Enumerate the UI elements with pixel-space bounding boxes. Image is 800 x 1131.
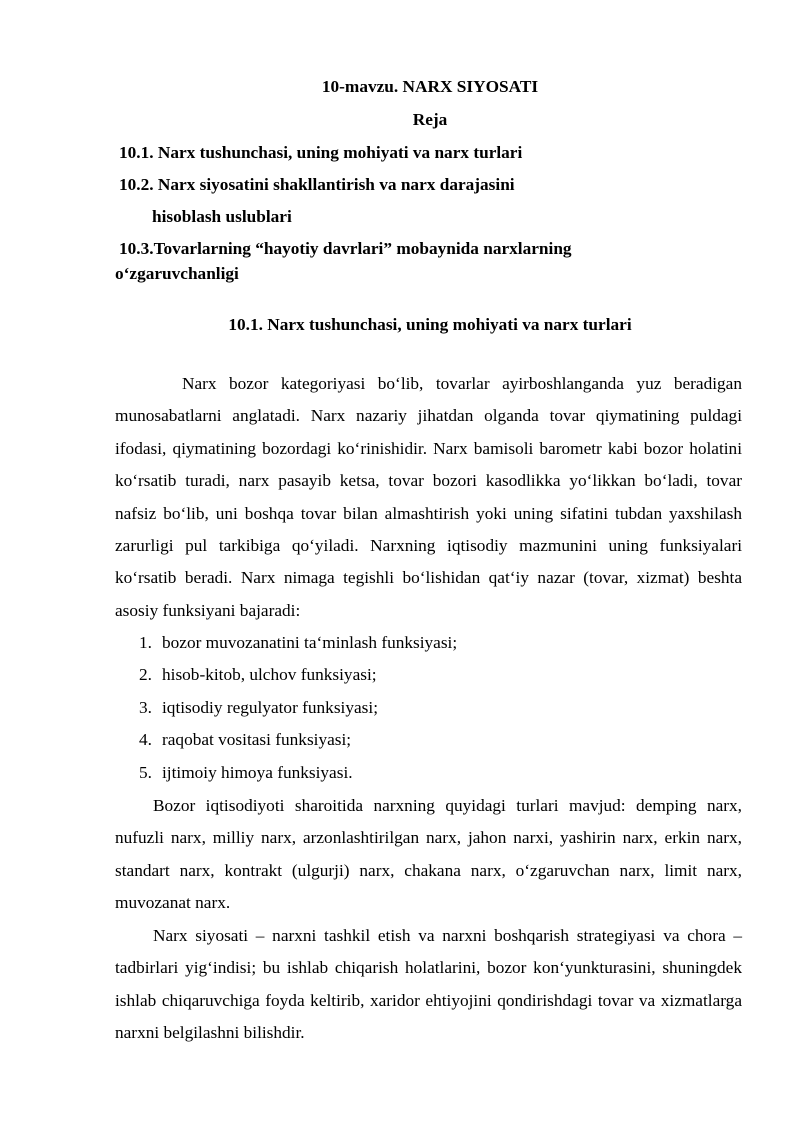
plan-item-10-2-continued: hisoblash uslublari xyxy=(152,207,292,226)
list-item-number: 5. xyxy=(139,762,152,782)
list-item xyxy=(139,724,457,756)
list-item-number: 4. xyxy=(139,730,152,750)
plan-item-10-3: 10.3.Tovarlarning “hayotiy davrlari” mobaynida narxlarning xyxy=(119,239,572,258)
plan-item-10-2: 10.2. Narx siyosatini shakllantirish va narx darajasini xyxy=(119,175,515,194)
list-item xyxy=(139,692,457,724)
list-item-text: hisob-kitob, ulchov funksiyasi; xyxy=(162,665,377,685)
document-title: 10-mavzu. NARX SIYOSATI xyxy=(321,77,539,96)
paragraph-price-types: Bozor iqtisodiyoti sharoitida narxning quyidagi turlari mavjud: demping narx, nufuzli narx, milliy narx, arzonlashtirilgan narx, jahon narxi, yashirin narx, erkin narx, standart narx, kontrakt (ulgurji) narx, chakana narx, o‘zgaruvchan narx, limit narx, muvozanat narx. xyxy=(115,796,742,913)
plan-item-10-1: 10.1. Narx tushunchasi, uning mohiyati va narx turlari xyxy=(119,143,523,162)
list-item-number: 1. xyxy=(139,633,152,652)
list-item-number: 3. xyxy=(139,697,152,717)
list-item xyxy=(139,659,457,691)
list-item xyxy=(139,757,457,789)
section-heading: 10.1. Narx tushunchasi, uning mohiyati va narx turlari xyxy=(228,315,632,334)
paragraph-price-definition: Narx bozor kategoriyasi bo‘lib, tovarlar ayirboshlanganda yuz beradigan munosabatlarni anglatadi. Narx nazariy jihatdan olganda tovar qiymatining puldagi ifodasi, qiymatining bozordagi ko‘rinishidir. Narx bamisoli barometr kabi bozor holatini ko‘rsatib turadi, narx pasayib ketsa, tovar bozori kasodlikka yo‘likkan bo‘ladi, tovar nafsiz bo‘lib, uni boshqa tovar bilan almashtirish yoki uning sifatini tubdan yaxshilash zarurligi pul tarkibiga qo‘yiladi. Narxning iqtisodiy mazmunini uning funksiyalari ko‘rsatib beradi. Narx nimaga tegishli bo‘lishidan qat‘iy nazar (tovar, xizmat) beshta asosiy funksiyani bajaradi: xyxy=(115,374,742,620)
list-item-text: bozor muvozanatini ta‘minlash funksiyasi; xyxy=(162,633,458,652)
price-functions-list xyxy=(139,627,457,789)
list-item-text: iqtisodiy regulyator funksiyasi; xyxy=(162,697,378,717)
plan-heading: Reja xyxy=(412,110,448,129)
paragraph-price-policy: Narx siyosati – narxni tashkil etish va narxni boshqarish strategiyasi va chora – tadbirlari yig‘indisi; bu ishlab chiqarish holatlarini, bozor kon‘yunkturasini, shuningdek ishlab chiqaruvchiga foyda keltirib, xaridor ehtiyojini qondirishdagi tovar va xizmatlarga narxni belgilashni bilishdir. xyxy=(115,926,742,1043)
list-item-text: raqobat vositasi funksiyasi; xyxy=(162,730,352,750)
list-item-number: 2. xyxy=(139,665,152,685)
list-item-text: ijtimoiy himoya funksiyasi. xyxy=(162,762,353,782)
list-item xyxy=(139,627,457,659)
plan-item-10-3-continued: o‘zgaruvchanligi xyxy=(115,264,239,283)
